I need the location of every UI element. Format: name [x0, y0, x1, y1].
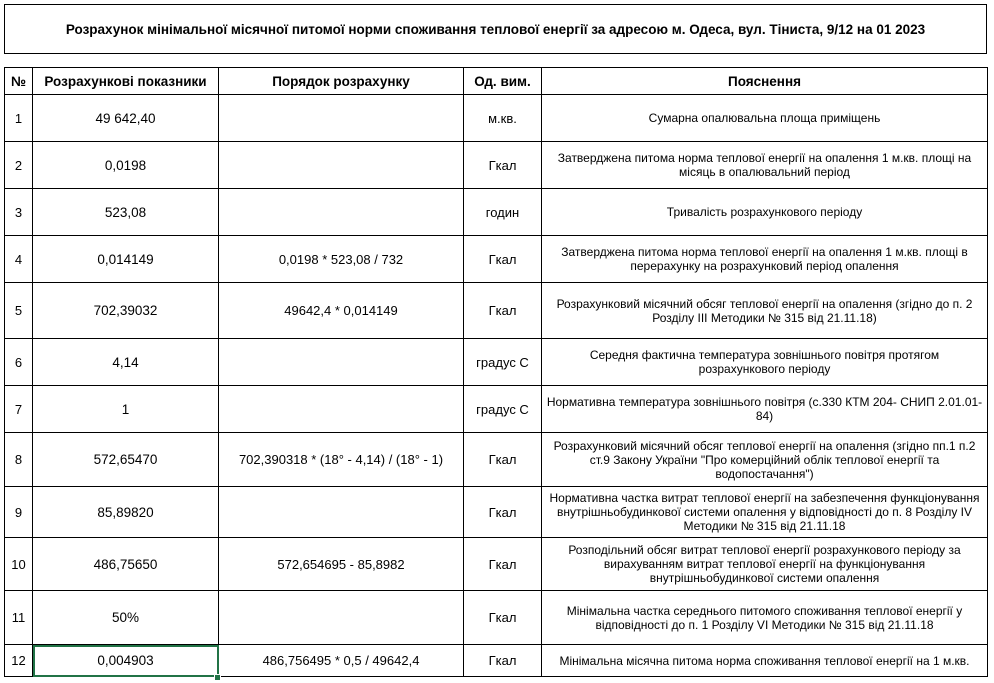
explanation-cell[interactable]: Сумарна опалювальна площа приміщень	[542, 95, 988, 142]
formula-cell[interactable]: 49642,4 * 0,014149	[219, 283, 464, 339]
table-row	[5, 487, 988, 538]
sheet-title-text: Розрахунок мінімальної місячної питомої норми споживання теплової енергії за адресою м. Одеса, вул. Тіниста, 9/12 на 01 2023	[65, 21, 926, 37]
formula-cell[interactable]	[219, 386, 464, 433]
row-number-cell[interactable]: 9	[5, 487, 33, 538]
header-no[interactable]: №	[5, 68, 33, 95]
row-number-cell[interactable]: 8	[5, 433, 33, 487]
table-row	[5, 283, 988, 339]
table-row	[5, 95, 988, 142]
formula-cell[interactable]: 0,0198 * 523,08 / 732	[219, 236, 464, 283]
unit-cell[interactable]: Гкал	[464, 433, 542, 487]
explanation-cell[interactable]: Нормативна температура зовнішнього повітря (с.330 КТМ 204- СНИП 2.01.01-84)	[542, 386, 988, 433]
header-indicators[interactable]: Розрахункові показники	[33, 68, 219, 95]
value-cell[interactable]: 0,014149	[33, 236, 219, 283]
table-row	[5, 339, 988, 386]
calculation-table	[4, 67, 988, 677]
formula-cell[interactable]	[219, 339, 464, 386]
explanation-cell[interactable]: Затверджена питома норма теплової енергії на опалення 1 м.кв. площі в перерахунку на розрахунковий період опалення	[542, 236, 988, 283]
formula-cell[interactable]	[219, 591, 464, 645]
unit-cell[interactable]: Гкал	[464, 236, 542, 283]
table-row	[5, 189, 988, 236]
row-number-cell[interactable]: 5	[5, 283, 33, 339]
formula-cell[interactable]	[219, 142, 464, 189]
formula-cell[interactable]: 572,654695 - 85,8982	[219, 538, 464, 591]
table-row	[5, 645, 988, 677]
explanation-cell[interactable]: Тривалість розрахункового періоду	[542, 189, 988, 236]
unit-cell[interactable]: градус С	[464, 386, 542, 433]
formula-cell[interactable]	[219, 189, 464, 236]
formula-cell[interactable]: 486,756495 * 0,5 / 49642,4	[219, 645, 464, 677]
explanation-cell[interactable]: Нормативна частка витрат теплової енергії на забезпечення функціонування внутрішньобудинкової системи опалення у відповідності до п. 8 Розділу IV Методики № 315 від 21.11.18	[542, 487, 988, 538]
header-explanation[interactable]: Пояснення	[542, 68, 988, 95]
value-cell[interactable]: 523,08	[33, 189, 219, 236]
explanation-cell[interactable]: Мінімальна місячна питома норма споживання теплової енергії на 1 м.кв.	[542, 645, 988, 677]
unit-cell[interactable]: Гкал	[464, 487, 542, 538]
value-cell[interactable]: 486,75650	[33, 538, 219, 591]
unit-cell[interactable]: м.кв.	[464, 95, 542, 142]
unit-cell[interactable]: годин	[464, 189, 542, 236]
table-row	[5, 433, 988, 487]
table-row	[5, 591, 988, 645]
header-row	[5, 68, 988, 95]
explanation-cell[interactable]: Розрахунковий місячний обсяг теплової енергії на опалення (згідно до п. 2 Розділу ІІІ Методики № 315 від 21.11.18)	[542, 283, 988, 339]
explanation-cell[interactable]: Розподільний обсяг витрат теплової енергії розрахункового періоду за вирахуванням витрат теплової енергії на функціонування внутрішньобудинкової системи опалення	[542, 538, 988, 591]
unit-cell[interactable]: Гкал	[464, 645, 542, 677]
table-row	[5, 236, 988, 283]
value-cell-selected[interactable]: 0,004903	[33, 645, 219, 677]
formula-cell[interactable]: 702,390318 * (18° - 4,14) / (18° - 1)	[219, 433, 464, 487]
unit-cell[interactable]: Гкал	[464, 283, 542, 339]
row-number-cell[interactable]: 6	[5, 339, 33, 386]
value-cell[interactable]: 49 642,40	[33, 95, 219, 142]
explanation-cell[interactable]: Розрахунковий місячний обсяг теплової енергії на опалення (згідно пп.1 п.2 ст.9 Закону України "Про комерційний облік теплової енергії та водопостачання")	[542, 433, 988, 487]
value-cell[interactable]: 4,14	[33, 339, 219, 386]
sheet-title[interactable]	[4, 4, 987, 54]
row-number-cell[interactable]: 10	[5, 538, 33, 591]
table-row	[5, 142, 988, 189]
row-number-cell[interactable]: 11	[5, 591, 33, 645]
explanation-cell[interactable]: Затверджена питома норма теплової енергії на опалення 1 м.кв. площі на місяць в опалювальний період	[542, 142, 988, 189]
value-cell[interactable]: 0,0198	[33, 142, 219, 189]
row-number-cell[interactable]: 2	[5, 142, 33, 189]
unit-cell[interactable]: Гкал	[464, 591, 542, 645]
header-procedure[interactable]: Порядок розрахунку	[219, 68, 464, 95]
row-number-cell[interactable]: 4	[5, 236, 33, 283]
row-number-cell[interactable]: 12	[5, 645, 33, 677]
table-row	[5, 538, 988, 591]
value-cell[interactable]: 572,65470	[33, 433, 219, 487]
explanation-cell[interactable]: Мінімальна частка середнього питомого споживання теплової енергії у відповідності до п. 1 Розділу VI Методики № 315 від 21.11.18	[542, 591, 988, 645]
header-unit[interactable]: Од. вим.	[464, 68, 542, 95]
value-cell[interactable]: 702,39032	[33, 283, 219, 339]
unit-cell[interactable]: Гкал	[464, 538, 542, 591]
unit-cell[interactable]: градус С	[464, 339, 542, 386]
table-row	[5, 386, 988, 433]
unit-cell[interactable]: Гкал	[464, 142, 542, 189]
fill-handle[interactable]	[214, 674, 221, 681]
value-cell[interactable]: 1	[33, 386, 219, 433]
value-cell[interactable]: 85,89820	[33, 487, 219, 538]
explanation-cell[interactable]: Середня фактична температура зовнішнього повітря протягом розрахункового періоду	[542, 339, 988, 386]
formula-cell[interactable]	[219, 487, 464, 538]
row-number-cell[interactable]: 7	[5, 386, 33, 433]
value-cell[interactable]: 50%	[33, 591, 219, 645]
row-number-cell[interactable]: 3	[5, 189, 33, 236]
formula-cell[interactable]	[219, 95, 464, 142]
row-number-cell[interactable]: 1	[5, 95, 33, 142]
